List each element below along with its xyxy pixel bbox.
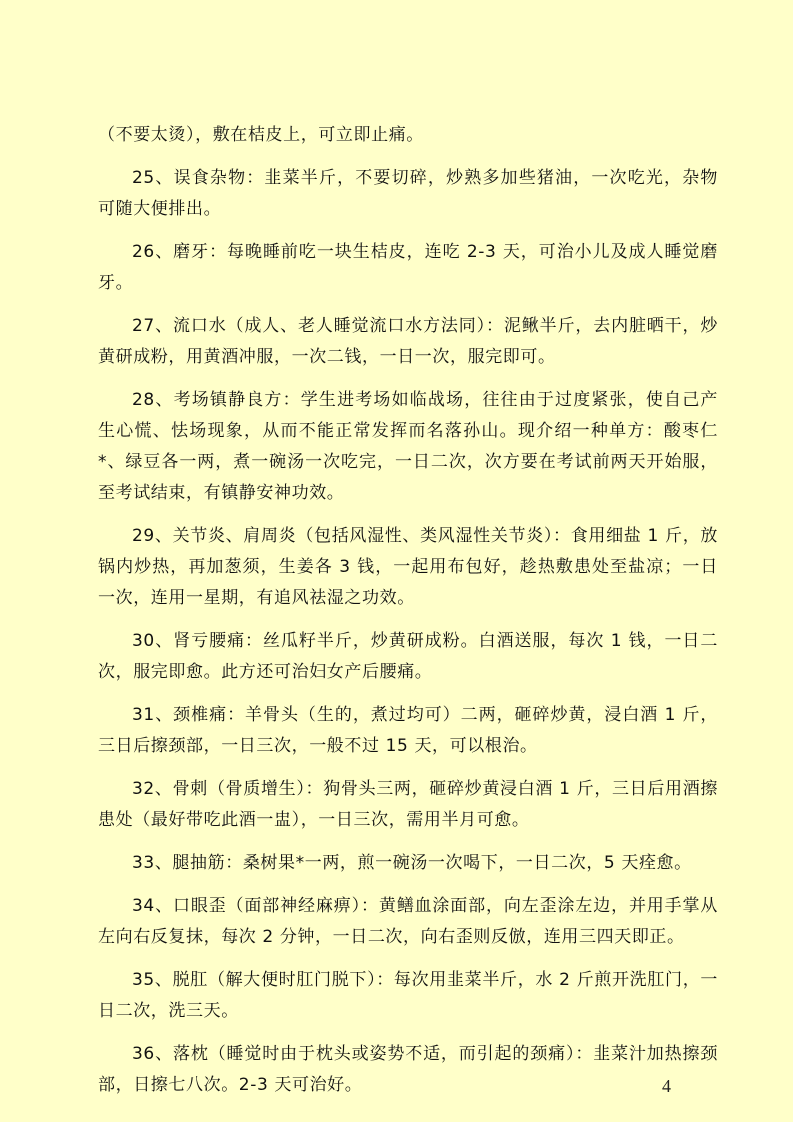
remedy-32: 32、骨刺（骨质增生）：狗骨头三两，砸碎炒黄浸白酒 1 斤，三日后用酒擦患处（最好带吃此酒一盅），一日三次，需用半月可愈。 [98, 779, 718, 830]
remedy-31: 31、颈椎痛：羊骨头（生的，煮过均可）二两，砸碎炒黄，浸白酒 1 斤，三日后擦颈部，一日三次，一般不过 15 天，可以根治。 [98, 705, 718, 756]
remedy-25: 25、误食杂物：韭菜半斤，不要切碎，炒熟多加些猪油，一次吃光，杂物可随大便排出。 [98, 168, 718, 219]
remedy-35: 35、脱肛（解大便时肛门脱下）：每次用韭菜半斤，水 2 斤煎开洗肛门，一日二次，洗三天。 [98, 970, 718, 1021]
page-number: 4 [662, 1076, 671, 1096]
document-body [98, 120, 718, 1113]
remedy-33: 33、腿抽筋：桑树果*一两，煎一碗汤一次喝下，一日二次，5 天痊愈。 [132, 853, 692, 873]
remedy-27: 27、流口水（成人、老人睡觉流口水方法同）：泥鳅半斤，去内脏晒干，炒黄研成粉，用黄酒冲服，一次二钱，一日一次，服完即可。 [98, 316, 718, 367]
remedy-28: 28、考场镇静良方：学生进考场如临战场，往往由于过度紧张，使自己产生心慌、怯场现象，从而不能正常发挥而名落孙山。现介绍一种单方：酸枣仁*、绿豆各一两，煮一碗汤一次吃完，一日二次，次方要在考试前两天开始服，至考试结束，有镇静安神功效。 [98, 390, 718, 503]
paragraph-continuation: （不要太烫），敷在桔皮上，可立即止痛。 [98, 125, 424, 145]
remedy-30: 30、肾亏腰痛：丝瓜籽半斤，炒黄研成粉。白酒送服，每次 1 钱，一日二次，服完即愈。此方还可治妇女产后腰痛。 [98, 631, 718, 682]
remedy-34: 34、口眼歪（面部神经麻痹）：黄鳝血涂面部，向左歪涂左边，并用手掌从左向右反复抹，每次 2 分钟，一日二次，向右歪则反倣，连用三四天即正。 [98, 896, 718, 947]
remedy-26: 26、磨牙：每晚睡前吃一块生桔皮，连吃 2-3 天，可治小儿及成人睡觉磨牙。 [98, 242, 718, 293]
remedy-36: 36、落枕（睡觉时由于枕头或姿势不适，而引起的颈痛）：韭菜汁加热擦颈部，日擦七八次。2-3 天可治好。 [98, 1044, 718, 1095]
remedy-29: 29、关节炎、肩周炎（包括风湿性、类风湿性关节炎）：食用细盐 1 斤，放锅内炒热，再加葱须，生姜各 3 钱，一起用布包好，趁热敷患处至盐凉；一日一次，连用一星期，有追风祛湿之功效。 [98, 526, 718, 608]
